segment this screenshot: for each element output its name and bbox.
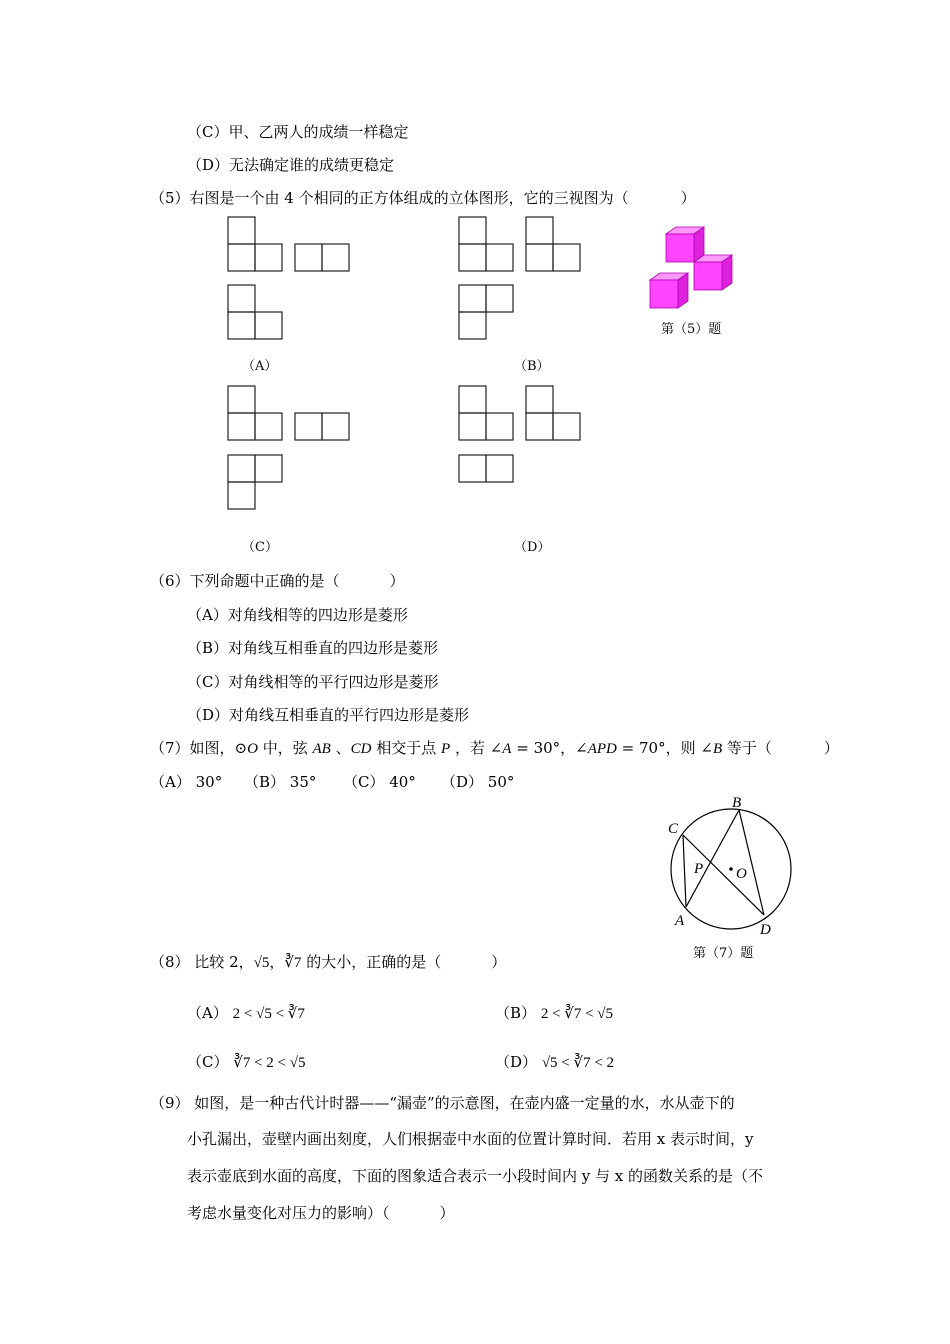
q8-stem: （8） 比较 2，√5，∛7 的大小，正确的是（ ）	[150, 953, 507, 971]
cbrt7: ∛7	[284, 955, 302, 971]
point-p: P	[694, 861, 704, 877]
point-a: A	[675, 913, 685, 929]
q5-label-b: （B）	[514, 359, 550, 374]
q7-option-b: （B） 35°	[244, 773, 317, 791]
point-b: B	[732, 795, 742, 811]
q9-line-1: （9） 如图，是一种古代计时器——“漏壶”的示意图，在壶内盛一定量的水，水从壶下的	[150, 1094, 735, 1112]
q5-stem: （5）右图是一个由 4 个相同的正方体组成的立体图形，它的三视图为（ ）	[150, 189, 696, 207]
q6-option-b: （B）对角线互相垂直的四边形是菱形	[187, 639, 439, 657]
q5-caption: 第（5）题	[661, 322, 722, 337]
point-c: C	[668, 821, 679, 837]
q6-stem: （6）下列命题中正确的是（ ）	[150, 572, 405, 590]
q7-option-c: （C） 40°	[343, 773, 416, 791]
q7-stem: （7）如图，⊙O 中，弦 AB 、CD 相交于点 P ，若 ∠A = 30°，∠APD = 70°，则 ∠B 等于（ ）	[150, 739, 839, 757]
q6-option-c: （C）对角线相等的平行四边形是菱形	[187, 673, 439, 691]
q8-option-d: （D） √5 < ∛7 < 2	[495, 1053, 615, 1071]
q5-label-c: （C）	[242, 540, 278, 555]
q5-label-d: （D）	[514, 540, 551, 555]
q8-option-a: （A） 2 < √5 < ∛7	[187, 1004, 305, 1022]
point-o: O	[736, 866, 747, 882]
q4-option-d: （D）无法确定谁的成绩更稳定	[187, 156, 395, 174]
point-d: D	[760, 922, 771, 938]
q4-option-c: （C）甲、乙两人的成绩一样稳定	[187, 123, 409, 141]
segment-ca	[683, 835, 686, 907]
q7-option-a: （A） 30°	[150, 773, 223, 791]
q6-option-d: （D）对角线互相垂直的平行四边形是菱形	[187, 706, 470, 724]
q5-label-a: （A）	[242, 359, 278, 374]
center-dot	[729, 867, 733, 871]
q8-option-c: （C） ∛7 < 2 < √5	[187, 1053, 306, 1071]
q9-line-2: 小孔漏出，壶壁内画出刻度，人们根据壶中水面的位置计算时间．若用 x 表示时间，y	[187, 1130, 754, 1148]
q9-line-4: 考虑水量变化对压力的影响）（ ）	[187, 1204, 455, 1222]
q6-option-a: （A）对角线相等的四边形是菱形	[187, 606, 408, 624]
q9-line-3: 表示壶底到水面的高度，下面的图象适合表示一小段时间内 y 与 x 的函数关系的是（不	[187, 1167, 764, 1185]
q8-option-b: （B） 2 < ∛7 < √5	[495, 1004, 614, 1022]
segment-bd	[739, 810, 764, 915]
sqrt5: √5	[253, 955, 270, 971]
q7-option-d: （D） 50°	[441, 773, 515, 791]
q7-caption: 第（7）题	[693, 946, 754, 961]
